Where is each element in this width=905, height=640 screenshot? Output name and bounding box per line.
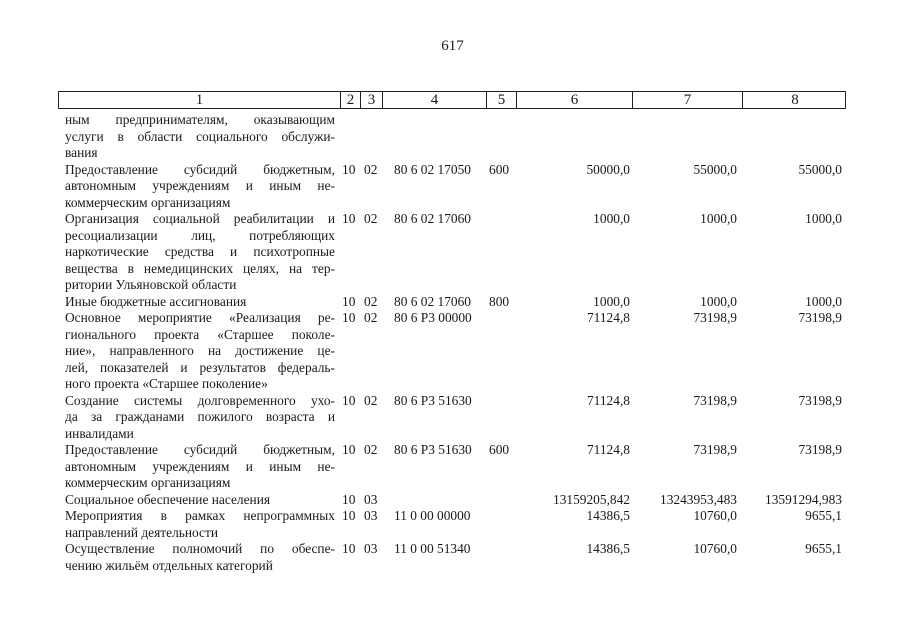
expense-type-code: 800 (489, 293, 510, 309)
subsection-code: 02 (364, 392, 378, 408)
target-item-code: 80 6 P3 51630 (394, 392, 472, 408)
amount-col-7: 55000,0 (693, 161, 737, 177)
amount-col-6: 71124,8 (586, 442, 630, 457)
amount-col-6: 71124,8 (586, 392, 630, 408)
row-description-line: ние», направленного на достижение це- (65, 343, 335, 358)
table-body (58, 112, 846, 574)
table-row (58, 211, 846, 294)
amount-col-7: 1000,0 (700, 211, 737, 226)
row-description (65, 393, 335, 443)
row-description-line: услуги в области социального обслужи- (65, 128, 335, 144)
section-code: 10 (342, 508, 356, 523)
section-code: 10 (342, 161, 356, 177)
table-row (58, 393, 846, 443)
table-row (58, 112, 846, 162)
amount-col-6: 1000,0 (593, 211, 630, 226)
row-description-line: автономным учреждениям и иным не- (65, 178, 335, 193)
subsection-code: 03 (364, 508, 378, 523)
row-description-line: Создание системы долговременного ухо- (65, 392, 335, 408)
page-number: 617 (441, 38, 464, 54)
row-description-line: наркотические средства и психотропные (65, 244, 335, 259)
row-description-line: инвалидами (65, 425, 134, 441)
header-col-6: 6 (517, 92, 633, 108)
amount-col-6: 14386,5 (586, 508, 630, 523)
amount-col-8: 73198,9 (798, 442, 842, 457)
expense-type-code: 600 (489, 442, 510, 457)
amount-col-7: 1000,0 (700, 293, 737, 309)
row-description (65, 294, 335, 311)
header-col-3: 3 (361, 92, 383, 108)
table-row (58, 294, 846, 311)
table-row (58, 508, 846, 541)
section-code: 10 (342, 211, 356, 226)
row-description-line: Предоставление субсидий бюджетным, (65, 442, 335, 457)
subsection-code: 02 (364, 310, 378, 325)
row-description-line: ным предпринимателям, оказывающим (65, 112, 335, 127)
amount-col-8: 1000,0 (805, 293, 842, 309)
amount-col-8: 9655,1 (805, 508, 842, 523)
row-description (65, 211, 335, 294)
header-col-4: 4 (383, 92, 487, 108)
amount-col-7: 73198,9 (693, 310, 737, 325)
row-description (65, 541, 335, 574)
row-description (65, 508, 335, 541)
row-description-line: ресоциализации лиц, потребляющих (65, 227, 335, 243)
row-description (65, 112, 335, 162)
row-description-line: Осуществление полномочий по обеспе- (65, 541, 335, 556)
row-description-line: коммерческим организациям (65, 194, 231, 210)
row-description-line: Предоставление субсидий бюджетным, (65, 161, 335, 177)
amount-col-6: 14386,5 (586, 541, 630, 556)
amount-col-7: 10760,0 (693, 508, 737, 523)
row-description-line: коммерческим организациям (65, 475, 231, 490)
table-header-row (58, 91, 846, 109)
section-code: 10 (342, 392, 356, 408)
row-description (65, 310, 335, 393)
row-description-line: направлений деятельности (65, 524, 219, 540)
subsection-code: 03 (364, 491, 378, 507)
row-description-line: автономным учреждениям и иным не- (65, 458, 335, 474)
amount-col-6: 1000,0 (593, 293, 630, 309)
row-description-line: Социальное обеспечение населения (65, 491, 271, 507)
target-item-code: 11 0 00 00000 (394, 508, 471, 523)
row-description-line: вания (65, 145, 98, 160)
amount-col-6: 13159205,842 (553, 491, 630, 507)
header-col-1: 1 (59, 92, 341, 108)
amount-col-8: 1000,0 (805, 211, 842, 226)
subsection-code: 03 (364, 541, 378, 556)
amount-col-8: 73198,9 (798, 310, 842, 325)
table-row (58, 310, 846, 393)
table-row (58, 541, 846, 574)
amount-col-6: 71124,8 (586, 310, 630, 325)
target-item-code: 11 0 00 51340 (394, 541, 471, 556)
amount-col-7: 73198,9 (693, 392, 737, 408)
amount-col-6: 50000,0 (586, 161, 630, 177)
row-description-line: гионального проекта «Старшее поколе- (65, 326, 335, 342)
target-item-code: 80 6 02 17060 (394, 293, 471, 309)
amount-col-7: 13243953,483 (660, 491, 737, 507)
section-code: 10 (342, 293, 356, 309)
row-description-line: Иные бюджетные ассигнования (65, 293, 247, 309)
table-row (58, 442, 846, 492)
header-col-2: 2 (341, 92, 361, 108)
row-description-line: ного проекта «Старшее поколение» (65, 376, 268, 391)
amount-col-7: 10760,0 (693, 541, 737, 556)
subsection-code: 02 (364, 161, 378, 177)
row-description-line: да за гражданами пожилого возраста и (65, 409, 335, 424)
subsection-code: 02 (364, 442, 378, 457)
section-code: 10 (342, 310, 356, 325)
header-col-7: 7 (633, 92, 743, 108)
amount-col-8: 55000,0 (798, 161, 842, 177)
subsection-code: 02 (364, 211, 378, 226)
subsection-code: 02 (364, 293, 378, 309)
target-item-code: 80 6 02 17060 (394, 211, 471, 226)
row-description-line: Мероприятия в рамках непрограммных (65, 508, 335, 523)
section-code: 10 (342, 541, 356, 556)
row-description-line: Организация социальной реабилитации и (65, 211, 335, 226)
row-description-line: лей, показателей и результатов федераль- (65, 359, 335, 375)
target-item-code: 80 6 02 17050 (394, 161, 471, 177)
table-row (58, 492, 846, 509)
amount-col-8: 73198,9 (798, 392, 842, 408)
amount-col-8: 13591294,983 (765, 491, 842, 507)
amount-col-8: 9655,1 (805, 541, 842, 556)
table-row (58, 162, 846, 212)
header-col-8: 8 (791, 92, 799, 108)
row-description-line: Основное мероприятие «Реализация ре- (65, 310, 335, 325)
row-description-line: вещества в немедицинских целях, на тер- (65, 260, 335, 276)
target-item-code: 80 6 P3 51630 (394, 442, 472, 457)
row-description (65, 162, 335, 212)
target-item-code: 80 6 P3 00000 (394, 310, 472, 325)
amount-col-7: 73198,9 (693, 442, 737, 457)
expense-type-code: 600 (489, 161, 510, 177)
row-description-line: ритории Ульяновской области (65, 277, 237, 292)
section-code: 10 (342, 442, 356, 457)
row-description (65, 442, 335, 492)
header-col-5: 5 (487, 92, 517, 108)
section-code: 10 (342, 491, 356, 507)
row-description (65, 492, 335, 509)
row-description-line: чению жильём отдельных категорий (65, 557, 273, 573)
